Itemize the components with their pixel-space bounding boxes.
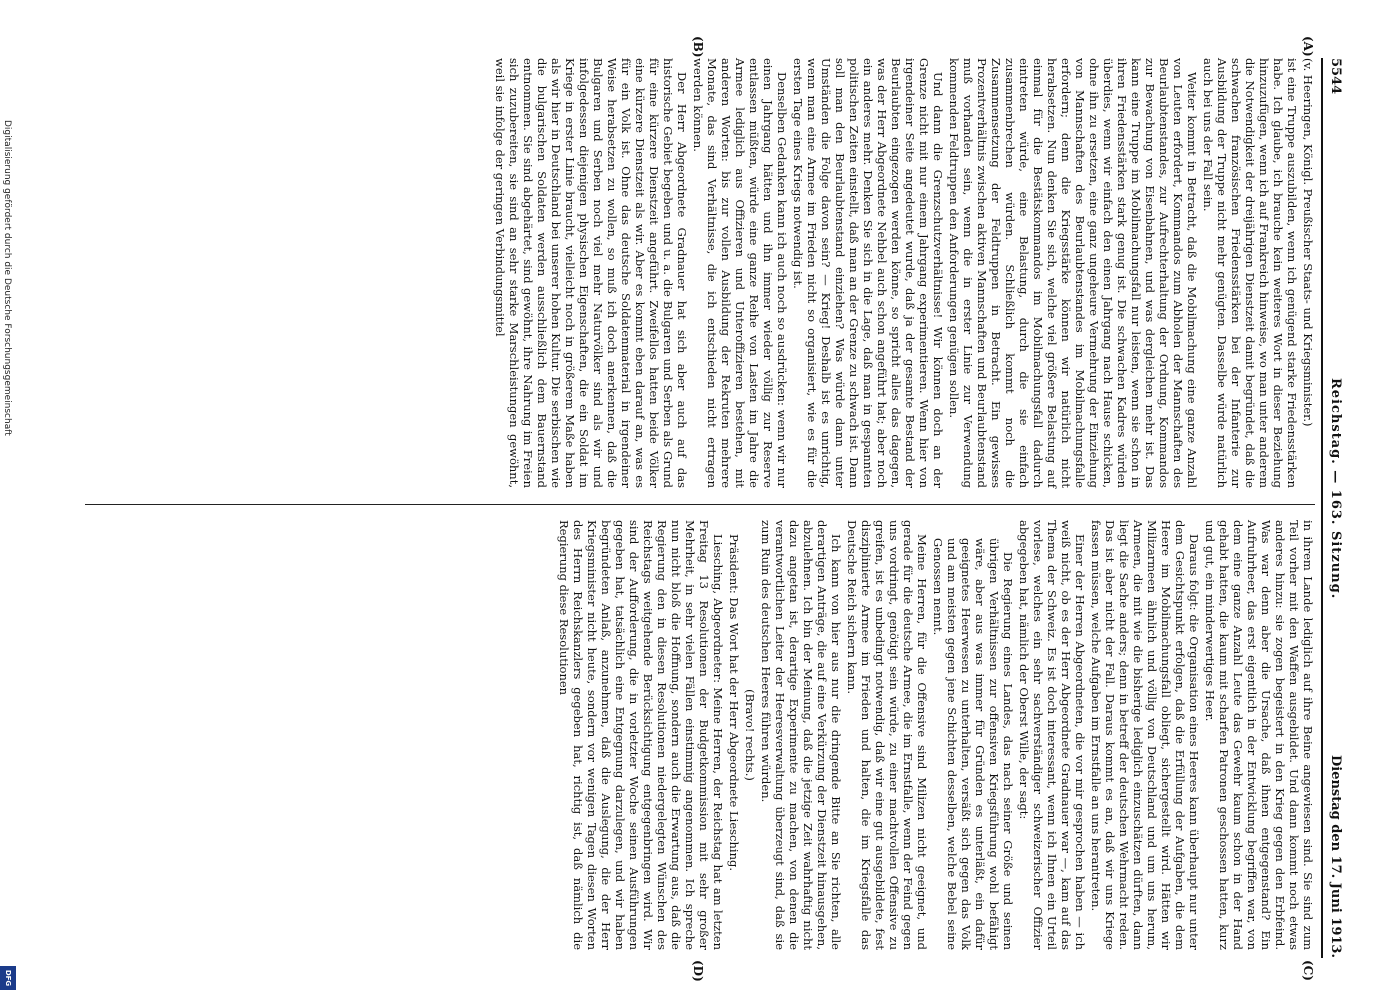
paragraph: Ich kann von hier aus nur die dringende Bitte an Sie richten, alle derartigen Anträge, die auf eine Verkürzung der Dienstzeit hinausgehen, abzulehnen. Ich bin der Meinung, daß die jetzige Zeit wahrhaftig nicht dazu angetan ist, derartige Experimente zu machen, von denen die verantwortlichen Leiter der Heeresverwaltung überzeugt sind, daß sie zum Ruin des deutschen Heeres führen würden. [759, 520, 843, 950]
digitization-note-text: Digitalisierung gefördert durch die Deutsche Forschungsgemeinschaft [2, 120, 12, 436]
paragraph: Einer der Herren Abgeordneten, die vor mir gesprochen haben — ich weiß nicht, ob es der Herr Abgeordnete Gradnauer war —, kam auf das Thema der Schweiz. Es ist doch interessant, wenn ich Ihnen ein Urteil vorlese, welches ein sehr sachverständiger schweizerischer Offizier abgegeben hat, nämlich der Oberst Wille, der sagt: [1017, 520, 1087, 950]
margin-marker-c: (C) [1301, 960, 1315, 981]
dfg-logo: DFG [0, 966, 16, 990]
digitization-note [2, 120, 14, 980]
margin-marker-a: (A) [1301, 36, 1315, 57]
quotation: Die Regierung eines Landes, das nach seiner Größe und seinen übrigen Verhältnissen zur offensiven Kriegsführung wohl befähigt wäre, aber aus was immer für Gründen es unterläßt, ein dafür geeignetes Heerwesen zu unterhalten, versäßt sich gegen das Volk und am meisten gegen jene Schichten desselben, welche Bebel seine Genossen nennt. [931, 538, 1015, 950]
paragraph: Der Herr Abgeordnete Gradnauer hat sich aber auch auf das historische Gebiet begeben und u. a. die Bulgaren und Serben als Grund für eine kürzere Dienstzeit angeführt. Zweifellos hatten beide Völker eine kürzere Dienstzeit als wir. Aber es kommt eben darauf an, was es für ein Volk ist. Ohne das deutsche Soldatenmaterial in irgendeiner Weise herabsetzen zu wollen, so muß ich doch anerkennen, daß die Bulgaren und Serben noch viel mehr Naturvölker sind als wir und infolgedessen diejenigen physischen Eigenschaften, die ein Soldat im Kriege in erster Linie braucht, vielleicht noch in größerem Maße haben als wir hier in Deutschland bei unserer hohen Kultur. Die serbischen wie die bulgarischen Soldaten werden ausschließlich dem Bauernstand entnommen. Sie sind abgehärtet, sind gewöhnt, ihre Nahrung im Freien sich zuzubereiten, sie sind an sehr starke Marschleistungen gewöhnt, weil sie infolge der geringen Verbindungsmittel [493, 58, 689, 488]
margin-marker-b: (B) [691, 36, 705, 58]
right-column [555, 520, 1315, 950]
page-number: 5544 [1328, 58, 1343, 95]
margin-marker-d: (D) [691, 960, 705, 982]
session-title: Reichstag. — 163. Sitzung. [1328, 378, 1343, 600]
column-divider [85, 504, 1315, 505]
rotated-page-content [75, 36, 1345, 982]
paragraph: ist eine Truppe auszubilden, wenn ich genügend starke Friedensstärken habe. Ich glaube, ich brauche kein weiteres Wort in dieser Beziehung hinzuzufügen, wenn ich auf Frankreich hinweise, wo man unter anderem die Notwendigkeit der dreijährigen Dienstzeit damit begründet, daß die schwachen französischen Friedensstärken bei der Infanterie zur Ausbildung der Truppe nicht mehr genügten. Dasselbe würde natürlich auch bei uns der Fall sein. [1201, 58, 1299, 488]
paragraph: Liesching, Abgeordneter: Meine Herren, der Reichstag hat am letzten Freitag 13 Resolutionen der Budgetkommission mit sehr großer Mehrheit, in sehr vielen Fällen einstimmig angenommen. Ich spreche nun nicht bloß die Hoffnung, sondern auch die Erwartung aus, daß die Regierung den in diesen Resolutionen niedergelegten Wünschen des Reichstags weitgehende Berücksichtigung entgegenbringen wird. Wir sind der Aufforderung, die in vorletzter Woche seinen Ausführungen gegeben hat, tatsächlich eine Entgegnung darzulegen, und wir haben begründeten Anlaß, anzunehmen, daß die Auslegung, die der Herr Kriegsminister nicht heute, sondern vor wenigen Tagen diesen Worten des Herrn Reichskanzlers gegeben hat, richtig ist, daß nämlich die Regierung diese Resolutionen [557, 520, 725, 950]
paragraph: Denselben Gedanken kann ich auch noch so ausdrücken: wenn wir nur einen Jahrgang hätten und ihn immer wieder völlig zur Reserve entlassen müßten, würde eine ganze Reihe von Lasten im Jahre die Armee lediglich aus Offizieren und Unteroffizieren bestehen, mit anderen Worten: bis zur vollen Ausbildung der Rekruten mehrere Monate, das sind Verhältnisse, die ich entschieden nicht ertragen werden können. [691, 58, 789, 488]
president-remark: Präsident: Das Wort hat der Herr Abgeordnete Liesching. [727, 534, 741, 871]
paragraph: Meine Herren, für die Offensive sind Milizen nicht geeignet, und gerade für die deutsche Armee, die im Ernstfalle, wenn der Feind gegen uns vordringt, genötigt sein würde, zu einer machtvollen Offensive zu greifen, ist es unbedingt notwendig, daß wir eine gut ausgebildete, fest disziplinierte Armee im Frieden und halten, die im Kriegsfalle das Deutsche Reich sichern kann. [845, 520, 929, 950]
left-column [491, 58, 1315, 488]
paragraph: Und dann die Grenzschutzverhältnisse! Wir können doch an der Grenze nicht mit nur einem Jahrgang experimentieren. Wenn hier von irgendeiner Seite angedeutet wurde, daß ja der gesamte Bestand der Beurlaubten eingezogen werden könne, so spricht alles das dagegen, was der Herr Abgeordnete Nehbel auch schon angeführt hat; aber noch ein anderes mehr. Denken Sie sich in die Lage, daß man in gespannten politischen Zeiten einstellt, daß man an der Grenze zu schwach ist. Dann soll man den Beurlaubtenstand einziehen? Was würde dann unter Umständen die Folge davon sein? — Krieg! Deshalb ist es unrichtig, wenn man eine Armee im Frieden nicht so organisiert, wie es für die ersten Tage eines Kriegs notwendig ist. [791, 58, 945, 488]
page-header [1323, 58, 1345, 958]
paragraph: in ihrem Lande lediglich auf ihre Beine angewiesen sind. Sie sind zum Teil vorher mit den Waffen ausgebildet. Und dann kommt noch etwas anderes hinzu: sie zogen begeistert in den Krieg gegen den Erbfeind. Was war denn aber die Ursache, daß ihnen entgegenstand? Ein Aufruhrheer, das erst eigentlich in der Entwicklung begriffen war, von dem eine ganze Anzahl Leute das Gewehr kaum schon in der Hand gehabt hatten, die kaum mit scharfen Patronen geschossen hatten, kurz und gut, ein minderwertiges Heer. [1203, 520, 1315, 950]
session-date: Dienstag den 17. Juni 1913. [1328, 754, 1343, 958]
applause-note: (Bravo! rechts.) [743, 689, 757, 781]
paragraph: Weiter kommt in Betracht, daß die Mobilmachung eine ganze Anzahl von Leuten erfordert, Kommandos zum Abholen der Mannschaften des Beurlaubtenstandes, zur Aufrechterhaltung der Ordnung, Kommandos zur Bewachung von Eisenbahnen, und was dergleichen mehr ist. Das kann eine Truppe im Mobilmachungsfall nur leisten, wenn sie schon in ihren Friedensstärken stark genug ist. Die schwachen Kadres würden überdies, wenn wir einfach den einen Jahrgang nach Hause schicken, ohne ihn zu ersetzen, eine ganz ungeheure Vermehrung der Einziehung von Mannschaften des Beurlaubtenstandes im Mobilmachungsfalle erfordern; denn die Kriegsstärke können wir natürlich nicht herabsetzen. Nun denken Sie sich, welche viel größere Belastung auf einmal für die Bestätskommandos im Mobilmachungsfall dadurch eintreten würde, eine Belastung, durch die sie einfach zusammenbrechen würden. Schließlich kommt noch die Zusammensetzung der Feldtruppen in Betracht. Ein gewisses Prozentverhältnis zwischen aktiven Mannschaften und Beurlaubtenstand muß vorhanden sein, wenn die in erster Linie zur Verwendung kommenden Feldtruppen den Anforderungen genügen sollen. [947, 58, 1199, 488]
header-rule [1321, 58, 1323, 958]
speaker-attribution: (v. Heeringen, Königl. Preußischer Staats- und Kriegsminister.) [1301, 58, 1315, 427]
paragraph: Daraus folgt: die Organisation eines Heeres kann überhaupt nur unter dem Gesichtspunkt erfolgen, daß die Erfüllung der Aufgaben, die dem Heere im Mobilmachungsfall obliegt, sichergestellt wird. Hätten wir Milizarmeen ähnlich und völlig von Deutschland und um uns herum, Armeen, die mit wie die bisherige lediglich einzuschätzen dürften, dann liegt die Sache anders; denn in betreff der deutschen Wehrmacht reden. Das ist aber nicht der Fall. Daraus kommt es an, daß wir uns Kriege fassen müssen, welche Aufgaben im Ernstfalle an uns herantreten. [1089, 520, 1201, 950]
